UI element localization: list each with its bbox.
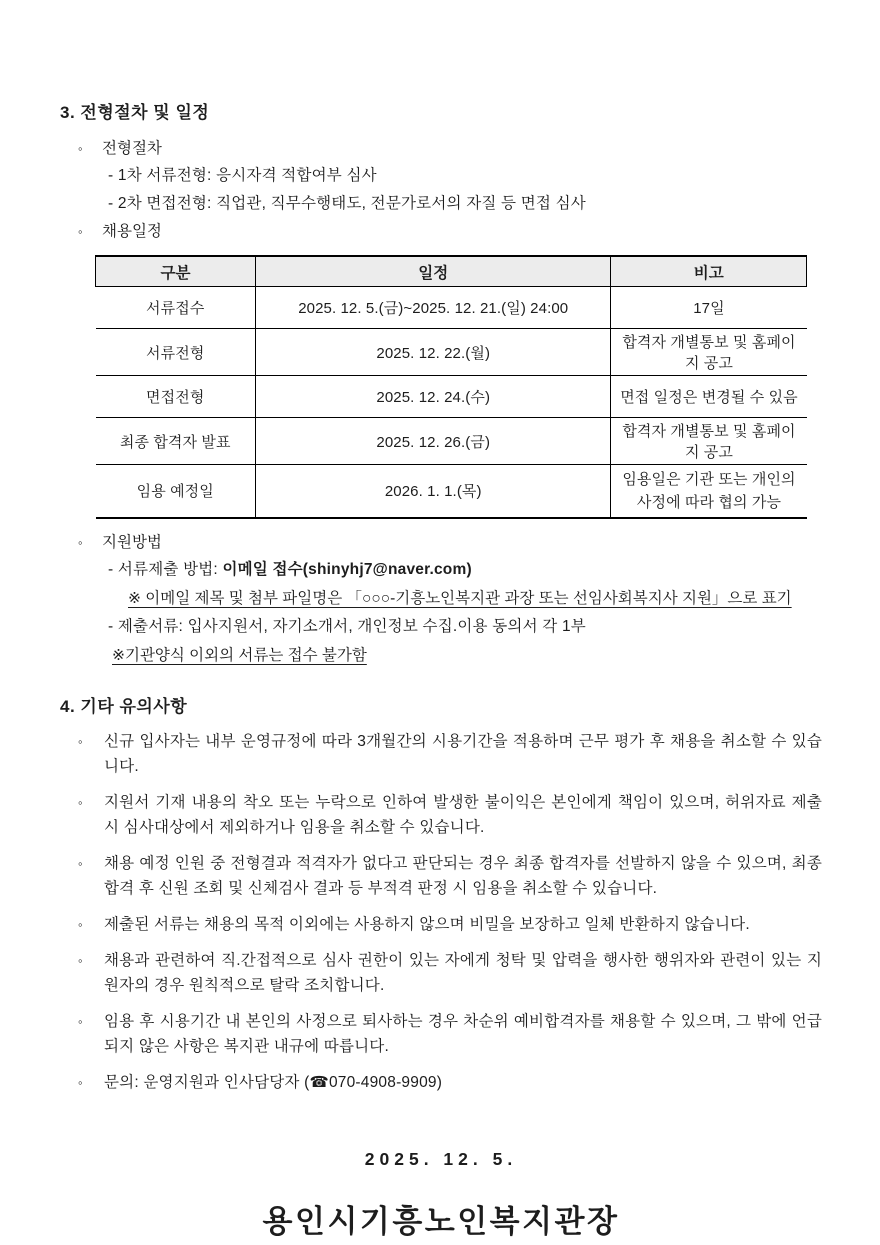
col-header-category: 구분: [96, 256, 256, 287]
notice-text: 채용과 관련하여 직.간접적으로 심사 권한이 있는 자에게 청탁 및 압력을 행사한 행위자와 관련이 있는 지원자의 경우 원칙적으로 탈락 조치합니다.: [104, 952, 822, 994]
notice-text: 신규 입사자는 내부 운영규정에 따라 3개월간의 시용기간을 적용하며 근무 평가 후 채용을 취소할 수 있습니다.: [104, 733, 822, 775]
submit-method-prefix: - 서류제출 방법:: [108, 561, 223, 578]
circle-bullet-icon: ◦: [78, 535, 83, 550]
circle-bullet-icon: ◦: [78, 224, 83, 239]
cell-schedule: 2025. 12. 26.(금): [255, 418, 611, 465]
col-header-schedule: 일정: [255, 256, 611, 287]
table-row: [96, 329, 807, 376]
schedule-heading-label: 채용일정: [102, 223, 162, 240]
schedule-heading: [78, 218, 822, 245]
hiring-schedule-table: [95, 255, 807, 519]
section3-title: 3. 전형절차 및 일정: [60, 103, 210, 122]
cell-category: 면접전형: [96, 376, 256, 418]
cell-schedule: 2025. 12. 5.(금)~2025. 12. 21.(일) 24:00: [255, 287, 611, 329]
required-docs-line: - 제출서류: 입사지원서, 자기소개서, 개인정보 수집.이용 동의서 각 1부: [108, 618, 586, 635]
email-filename-note-text: ※ 이메일 제목 및 첨부 파일명은 「○○○-기흥노인복지관 과장 또는 선임사회복지사 지원」으로 표기: [128, 590, 792, 607]
cell-schedule: 2025. 12. 22.(월): [255, 329, 611, 376]
cell-schedule: 2025. 12. 24.(수): [255, 376, 611, 418]
cell-remark: 임용일은 기관 또는 개인의 사정에 따라 협의 가능: [611, 465, 807, 519]
issuer-title: 용인시기흥노인복지관장: [262, 1204, 620, 1239]
circle-bullet-icon: ◦: [78, 795, 83, 810]
cell-schedule: 2026. 1. 1.(목): [384, 482, 482, 500]
notice-text: 제출된 서류는 채용의 목적 이외에는 사용하지 않으며 비밀을 보장하고 일체 반환하지 않습니다.: [104, 916, 750, 933]
email-filename-note: [128, 584, 812, 613]
notice-text: 임용 후 시용기간 내 본인의 사정으로 퇴사하는 경우 차순위 예비합격자를 채용할 수 있으며, 그 밖에 언급되지 않은 사항은 복지관 내규에 따릅니다.: [104, 1013, 822, 1055]
cell-category: 서류전형: [96, 329, 256, 376]
notice-item: [78, 729, 822, 779]
procedure-item-2: - 2차 면접전형: 직업관, 직무수행태도, 전문가로서의 자질 등 면접 심사: [108, 195, 586, 212]
circle-bullet-icon: ◦: [78, 917, 83, 932]
notice-text: 채용 예정 인원 중 전형결과 적격자가 없다고 판단되는 경우 최종 합격자를 선발하지 않을 수 있으며, 최종 합격 후 신원 조회 및 신체검사 결과 등 부적격 판정 시 임용을 취소할 수 있습니다.: [104, 855, 822, 897]
submit-method-line: [108, 556, 822, 584]
contact-text: 문의: 운영지원과 인사담당자 (☎070-4908-9909): [104, 1074, 443, 1091]
table-row: [96, 287, 807, 329]
notice-item: [78, 790, 822, 840]
circle-bullet-icon: ◦: [78, 734, 83, 749]
table-row: [96, 418, 807, 465]
notice-item: [78, 1009, 822, 1059]
format-restriction-note: [112, 641, 812, 670]
format-restriction-note-text: ※기관양식 이외의 서류는 접수 불가함: [112, 647, 367, 664]
table-row: [96, 465, 807, 519]
document-footer: [60, 1149, 822, 1241]
notice-item: [78, 851, 822, 901]
cell-category: 임용 예정일: [96, 465, 256, 519]
cell-category: 서류접수: [96, 287, 256, 329]
notice-item: [78, 948, 822, 998]
circle-bullet-icon: ◦: [78, 141, 83, 156]
apply-method-heading-label: 지원방법: [102, 534, 162, 551]
apply-method-heading: [78, 529, 822, 556]
col-header-remark: 비고: [611, 256, 807, 287]
cell-remark: 17일: [611, 287, 807, 329]
circle-bullet-icon: ◦: [78, 1075, 83, 1090]
cell-remark: 면접 일정은 변경될 수 있음: [611, 376, 807, 418]
submit-email-bold: 이메일 접수(shinyhj7@naver.com): [222, 561, 472, 578]
procedure-item-1: - 1차 서류전형: 응시자격 적합여부 심사: [108, 167, 377, 184]
circle-bullet-icon: ◦: [78, 953, 83, 968]
section4-title: 4. 기타 유의사항: [60, 697, 188, 716]
cell-remark: 합격자 개별통보 및 홈페이지 공고: [611, 329, 807, 376]
procedure-heading: [78, 135, 822, 162]
cell-remark: 합격자 개별통보 및 홈페이지 공고: [611, 418, 807, 465]
circle-bullet-icon: ◦: [78, 1014, 83, 1029]
table-row: [96, 376, 807, 418]
notice-item: [78, 912, 822, 937]
circle-bullet-icon: ◦: [78, 856, 83, 871]
table-header-row: [96, 256, 807, 287]
contact-item: [78, 1070, 822, 1095]
procedure-heading-label: 전형절차: [102, 140, 162, 157]
issue-date: 2025. 12. 5.: [364, 1149, 518, 1169]
cell-category: 최종 합격자 발표: [96, 418, 256, 465]
notice-text: 지원서 기재 내용의 착오 또는 누락으로 인하여 발생한 불이익은 본인에게 책임이 있으며, 허위자료 제출 시 심사대상에서 제외하거나 임용을 취소할 수 있습니다.: [104, 794, 822, 836]
